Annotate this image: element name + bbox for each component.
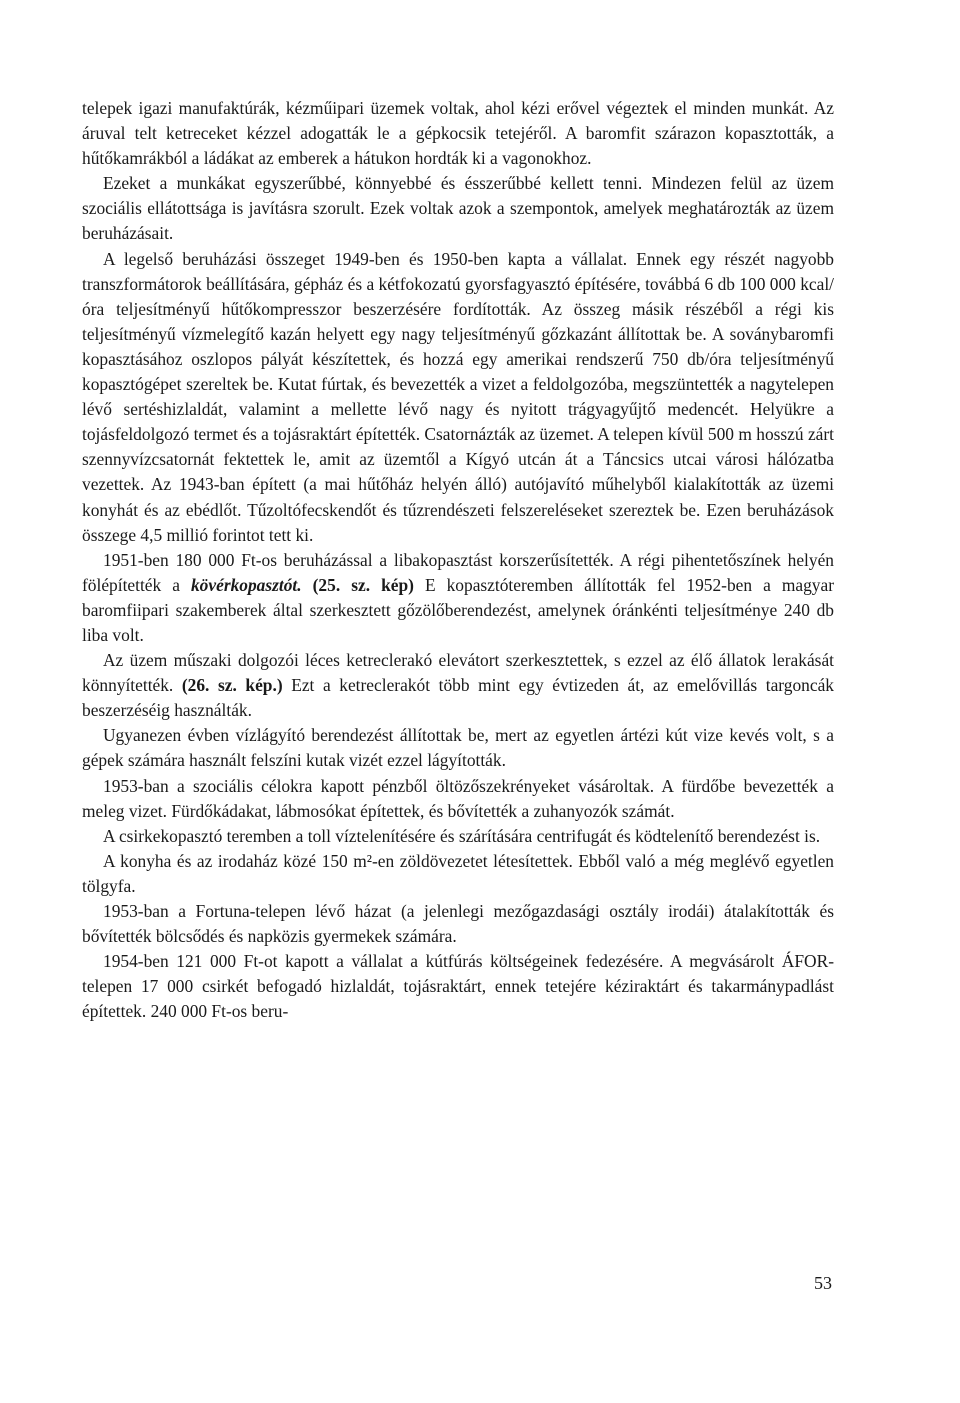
paragraph-text: telepek igazi manufaktúrák, kézműipari üzemek voltak, ahol kézi erővel végeztek el minden munkát. Az áruval telt ketreceket kézzel adogatták le a gépkocsik tetejéről. A baromfit szárazon kopasztották, a hűtőkamrákból a ládákat az emberek a hátukon hordták ki a vagonokhoz. bbox=[82, 98, 834, 169]
paragraph bbox=[82, 723, 834, 773]
image-reference: (25. sz. kép) bbox=[312, 574, 414, 595]
paragraph-text: Ezt a ketreclerakót több mint egy évtizeden át, az emelővillás targoncák beszerzéséig használták. bbox=[82, 675, 835, 721]
paragraph-text: A csirkekopasztó teremben a toll víztelenítésére és szárítására centrifugát és ködtelenítő berendezést is. bbox=[103, 825, 821, 846]
paragraph bbox=[82, 899, 834, 949]
paragraph-text: 1954-ben 121 000 Ft-ot kapott a vállalat a kútfúrás költségeinek fedezésére. A megvásárolt ÁFOR-telepen 17 000 csirkét befogadó hizlaldát, tojásraktárt, ennek tetejére kéziraktárt és takarmánypadlást építettek. 240 000 Ft-os beru- bbox=[82, 951, 834, 1022]
paragraph-text: 1953-ban a szociális célokra kapott pénzből öltözőszekrényeket vásároltak. A fürdőbe bevezették a meleg vizet. Fürdőkádakat, lábmosókat építettek, és bővítették a zuhanyozók számát. bbox=[82, 775, 834, 821]
paragraph bbox=[82, 247, 834, 548]
paragraph bbox=[82, 849, 834, 899]
image-reference: (26. sz. kép.) bbox=[181, 675, 283, 696]
paragraph-text: A legelső beruházási összeget 1949-ben és 1950-ben kapta a vállalat. Ennek egy részét nagyobb transzformátorok beállítására, gépház és a kétfokozatú gyorsfagyasztó építésére, továbbá 6 db 100 000 kcal/óra teljesítményű hűtőkompresszor beszerzésére fordították. Az összeg másik részéből a régi kis teljesítményű vízmelegítő kazán helyett egy nagy teljesítményű gőzkazánt állítottak be. A soványbaromfi kopasztásához oszlopos pályát készítettek, és hozzá egy amerikai rendszerű 750 db/óra teljesítményű kopasztógépet szereltek be. Kutat fúrtak, és bevezették a vizet a feldolgozóba, megszüntették a nagytelepen lévő sertéshizlaldát, valamint a mellette lévő nagy és nyitott trágyagyűjtő medencét. Helyükre a tojásfeldolgozó termet és a tojásraktárt építették. Csatornázták az üzemet. A telepen kívül 500 m hosszú zárt szennyvízcsatornát fektettek le, amit az üzemtől a Kígyó utcán át a Táncsics utcai városi hálózatba vezettek. Az 1943-ban épített (a mai hűtőház helyén álló) autójavító műhelyből kialakították az üzemi konyhát és az ebédlőt. Tűzoltófecskendőt és tűzrendészeti felszereléseket szereztek be. Ezen beruházások összege 4,5 millió forintot tett ki. bbox=[82, 248, 834, 545]
paragraph-text: A konyha és az irodaház közé 150 m²-en zöldövezetet létesítettek. Ebből való a még meglévő egyetlen tölgyfa. bbox=[82, 850, 834, 896]
paragraph-text: E kopasztóteremben állították fel 1952-ben a magyar baromfiipari szakemberek által szerkesztett gőzölőberendezést, amelynek óránkénti teljesítménye 240 db liba volt. bbox=[82, 574, 834, 645]
paragraph bbox=[82, 171, 834, 246]
paragraph-text: Az üzem műszaki dolgozói léces ketreclerakó elevátort szerkesztettek, s ezzel az élő állatok lerakását könnyítették. bbox=[82, 650, 834, 696]
paragraph-text: Ezeket a munkákat egyszerűbbé, könnyebbé és ésszerűbbé kellett tenni. Mindezen felül az üzem szociális ellátottsága is javításra szorult. Ezek voltak azok a szempontok, amelyek meghatározták az üzem beruházásait. bbox=[82, 173, 834, 244]
paragraph bbox=[82, 96, 834, 171]
paragraph bbox=[82, 949, 834, 1024]
paragraph-text: Ugyanezen évben vízlágyító berendezést állítottak be, mert az egyetlen ártézi kút vize kevés volt, s a gépek számára használt felszíni kutak vizét ezzel lágyították. bbox=[82, 725, 834, 771]
paragraph-text: 1953-ban a Fortuna-telepen lévő házat (a jelenlegi mezőgazdasági osztály irodái) átalakították és bővítették bölcsődés és napközis gyermekek számára. bbox=[82, 901, 834, 947]
paragraph-text bbox=[302, 575, 313, 595]
paragraph-text: 1951-ben 180 000 Ft-os beruházással a libakopasztást korszerűsítették. A régi pihentetőszínek helyén fölépítették a bbox=[82, 549, 834, 595]
paragraph bbox=[82, 548, 834, 648]
page-number: 53 bbox=[814, 1273, 832, 1293]
paragraph bbox=[82, 648, 834, 723]
paragraph bbox=[82, 774, 834, 824]
page-body bbox=[82, 96, 834, 1024]
paragraph bbox=[82, 824, 834, 849]
emphasized-term: kövérkopasztót. bbox=[190, 574, 302, 595]
